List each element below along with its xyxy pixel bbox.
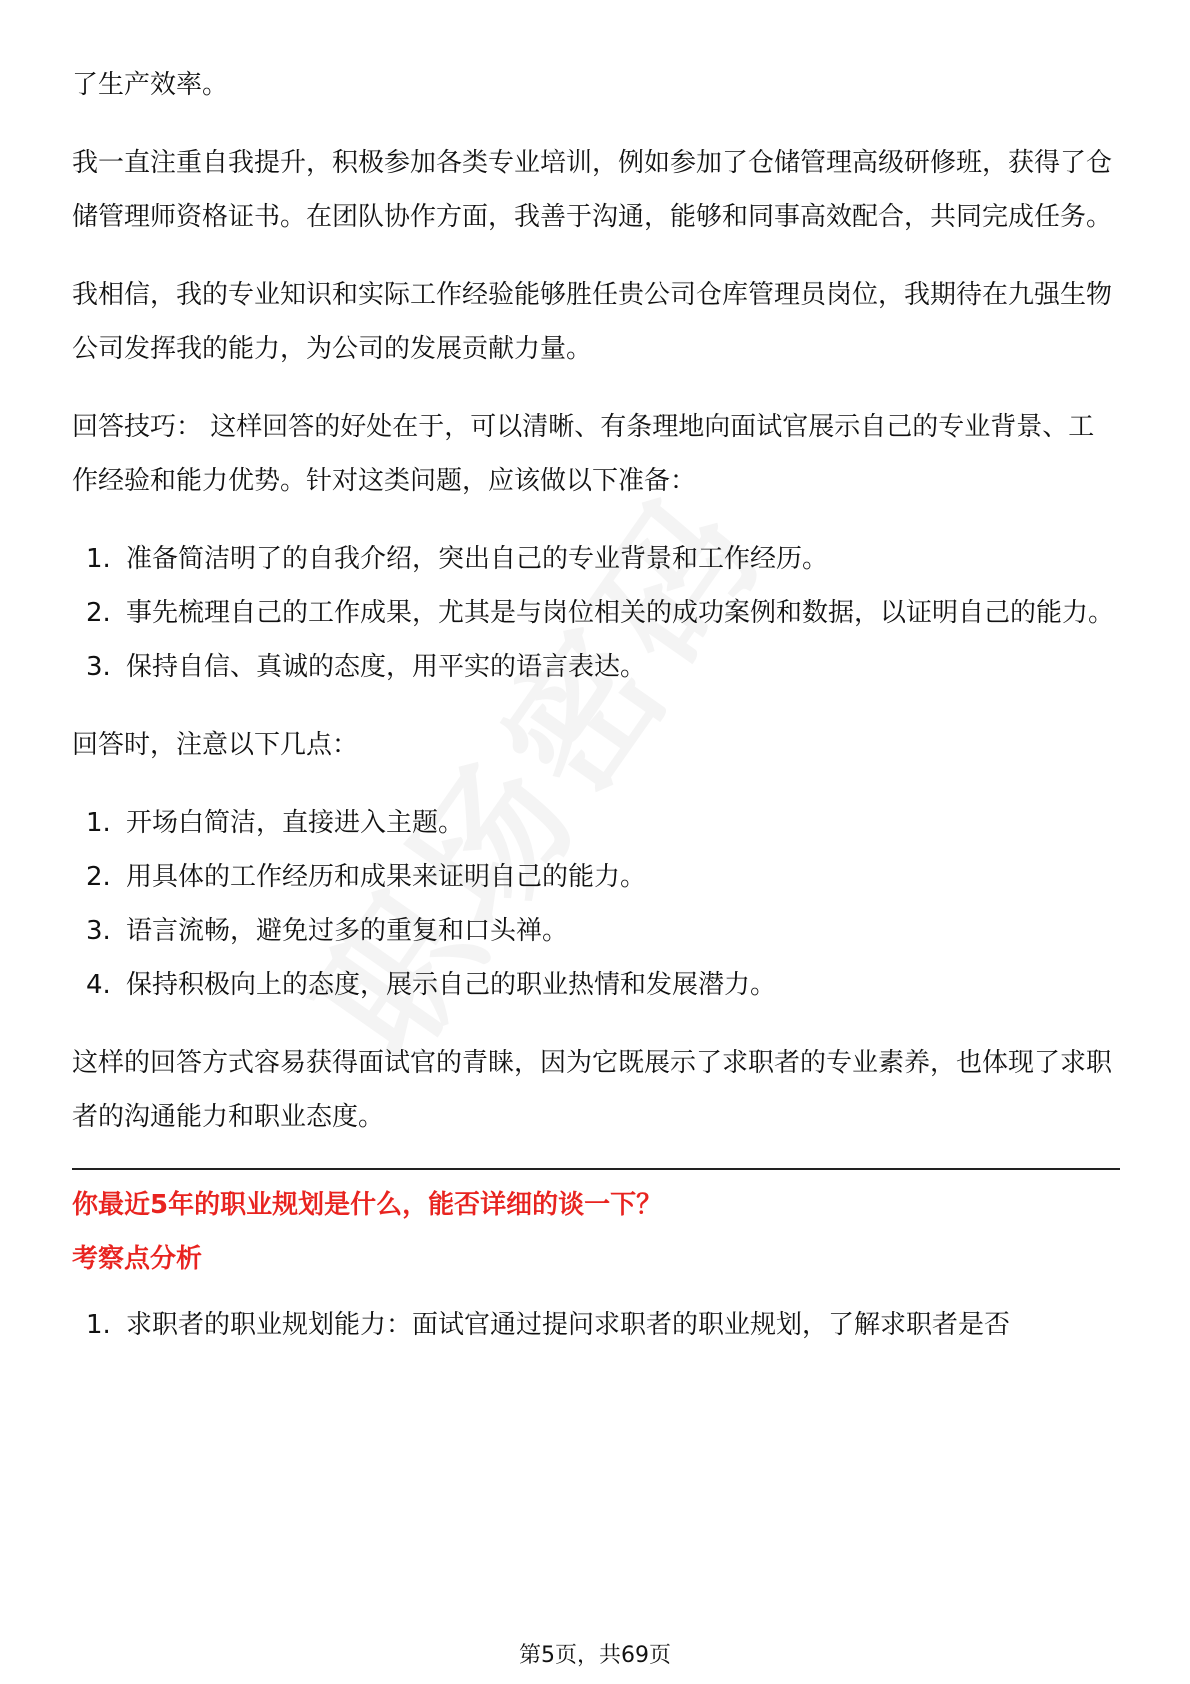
list-item bbox=[72, 904, 1120, 958]
list-item bbox=[72, 640, 1120, 694]
analysis-heading: 考察点分析 bbox=[72, 1244, 203, 1274]
notice-intro: 回答时，注意以下几点： bbox=[72, 730, 359, 760]
preparation-list bbox=[72, 532, 1120, 694]
list-item bbox=[72, 532, 1120, 586]
list-item-text: 保持积极向上的态度，展示自己的职业热情和发展潜力。 bbox=[126, 970, 777, 1000]
list-number: 2. bbox=[86, 598, 111, 628]
closing-paragraph: 这样的回答方式容易获得面试官的青睐，因为它既展示了求职者的专业素养，也体现了求职者的沟通能力和职业态度。 bbox=[72, 1048, 1113, 1132]
list-item-text: 保持自信、真诚的态度，用平实的语言表达。 bbox=[126, 652, 647, 682]
paragraph: 我相信，我的专业知识和实际工作经验能够胜任贵公司仓库管理员岗位，我期待在九强生物公司发挥我的能力，为公司的发展贡献力量。 bbox=[72, 280, 1113, 364]
list-number: 1. bbox=[86, 544, 111, 574]
analysis-list bbox=[72, 1298, 1120, 1352]
list-item bbox=[72, 1298, 1120, 1352]
list-number: 1. bbox=[86, 808, 111, 838]
list-number: 2. bbox=[86, 862, 111, 892]
page-footer: 第5页，共69页 bbox=[519, 1643, 671, 1668]
list-number: 1. bbox=[86, 1310, 111, 1340]
list-number: 4. bbox=[86, 970, 111, 1000]
list-item-text: 开场白简洁，直接进入主题。 bbox=[126, 808, 465, 838]
list-item-text: 用具体的工作经历和成果来证明自己的能力。 bbox=[126, 862, 647, 892]
paragraph: 我一直注重自我提升，积极参加各类专业培训，例如参加了仓储管理高级研修班，获得了仓储管理师资格证书。在团队协作方面，我善于沟通，能够和同事高效配合，共同完成任务。 bbox=[72, 148, 1113, 232]
list-number: 3. bbox=[86, 652, 111, 682]
document-body bbox=[72, 58, 1120, 1376]
list-item-text: 准备简洁明了的自我介绍，突出自己的专业背景和工作经历。 bbox=[126, 544, 829, 574]
list-number: 3. bbox=[86, 916, 111, 946]
list-item-text: 求职者的职业规划能力：面试官通过提问求职者的职业规划，了解求职者是否 bbox=[126, 1310, 1011, 1340]
list-item bbox=[72, 958, 1120, 1012]
list-item-text: 语言流畅，避免过多的重复和口头禅。 bbox=[126, 916, 569, 946]
paragraph: 了生产效率。 bbox=[72, 70, 229, 100]
section-divider bbox=[72, 1168, 1120, 1170]
list-item-text: 事先梳理自己的工作成果，尤其是与岗位相关的成功案例和数据，以证明自己的能力。 bbox=[126, 598, 1115, 628]
list-item bbox=[72, 850, 1120, 904]
list-item bbox=[72, 796, 1120, 850]
answer-tips-paragraph: 回答技巧： 这样回答的好处在于，可以清晰、有条理地向面试官展示自己的专业背景、工作经验和能力优势。针对这类问题，应该做以下准备： bbox=[72, 412, 1095, 496]
list-item bbox=[72, 586, 1120, 640]
question-heading: 你最近5年的职业规划是什么，能否详细的谈一下？ bbox=[72, 1190, 663, 1220]
notice-list bbox=[72, 796, 1120, 1012]
